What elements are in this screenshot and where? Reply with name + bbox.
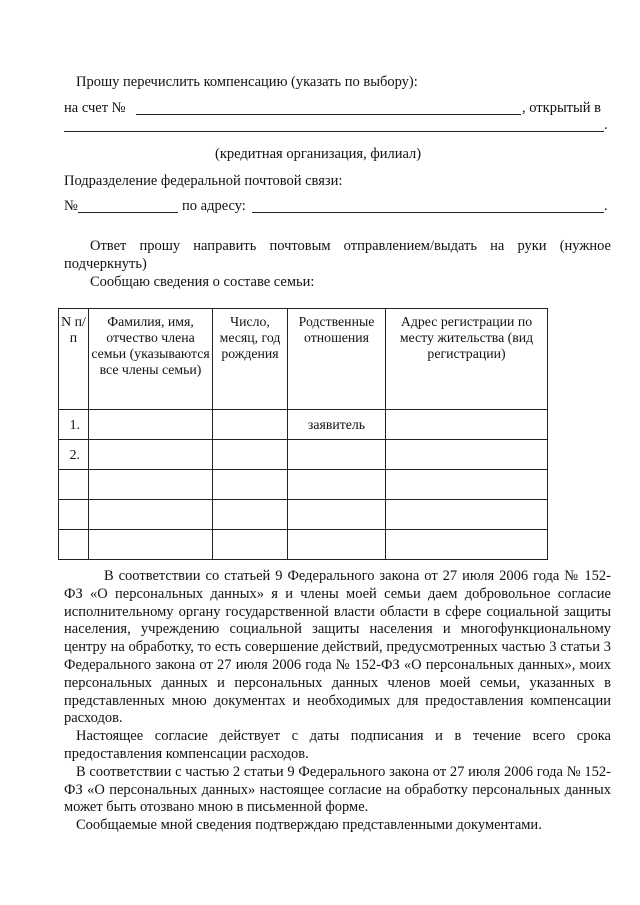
name-cell[interactable] <box>89 410 213 440</box>
name-cell[interactable] <box>89 440 213 470</box>
birthdate-cell[interactable] <box>213 470 288 500</box>
row-number <box>59 530 89 560</box>
bank-caption: (кредитная организация, филиал) <box>215 146 422 162</box>
bank-line-dot: . <box>604 117 608 133</box>
col-address-header: Адрес регистрации по месту жительства (вид регистрации) <box>386 309 548 410</box>
post-line-dot: . <box>604 198 608 214</box>
answer-block <box>64 238 611 274</box>
name-cell[interactable] <box>89 470 213 500</box>
payment-intro: Прошу перечислить компенсацию (указать по выбору): <box>76 74 418 90</box>
address-cell[interactable] <box>386 530 548 560</box>
name-cell[interactable] <box>89 530 213 560</box>
table-row <box>59 530 548 560</box>
family-table <box>58 308 548 560</box>
bank-name-field[interactable] <box>64 131 604 132</box>
birthdate-cell[interactable] <box>213 500 288 530</box>
address-cell[interactable] <box>386 470 548 500</box>
relation-cell[interactable] <box>288 440 386 470</box>
col-relation-header: Родственные отношения <box>288 309 386 410</box>
post-address-label: по адресу: <box>182 198 246 214</box>
relation-cell[interactable] <box>288 500 386 530</box>
table-row <box>59 470 548 500</box>
birthdate-cell[interactable] <box>213 410 288 440</box>
post-number-field[interactable] <box>78 212 178 213</box>
answer-line-2: подчеркнуть) <box>64 255 147 272</box>
address-cell[interactable] <box>386 410 548 440</box>
post-number-label: № <box>64 198 78 214</box>
answer-line-1: Ответ прошу направить почтовым отправлением/выдать на руки (нужное <box>90 238 611 254</box>
relation-cell[interactable] <box>288 470 386 500</box>
address-cell[interactable] <box>386 440 548 470</box>
col-number-header: N п/п <box>59 309 89 410</box>
account-label: на счет № <box>64 100 126 116</box>
account-number-field[interactable] <box>136 114 521 115</box>
col-name-header: Фамилия, имя, отчество члена семьи (указываются все члены семьи) <box>89 309 213 410</box>
name-cell[interactable] <box>89 500 213 530</box>
family-table-header <box>59 309 548 410</box>
address-cell[interactable] <box>386 500 548 530</box>
birthdate-cell[interactable] <box>213 440 288 470</box>
row-number: 2. <box>59 440 89 470</box>
family-intro: Сообщаю сведения о составе семьи: <box>90 274 315 290</box>
consent-paragraph-3: В соответствии с частью 2 статьи 9 Федерального закона от 27 июля 2006 года № 152-ФЗ «О персональных данных» настоящее согласие на обработку персональных данных может быть отозвано мною в письменной форме. <box>64 763 611 816</box>
consent-paragraph-4: Сообщаемые мной сведения подтверждаю представленными документами. <box>76 817 542 834</box>
post-address-field[interactable] <box>252 212 604 213</box>
account-suffix: , открытый в <box>522 100 601 116</box>
table-row <box>59 410 548 440</box>
row-number <box>59 470 89 500</box>
row-number: 1. <box>59 410 89 440</box>
consent-paragraph-1: В соответствии со статьей 9 Федерального закона от 27 июля 2006 года № 152-ФЗ «О персональных данных» я и члены моей семьи даем добровольное согласие исполнительному органу государственной власти области в сфере социальной защиты населения, учреждению социальной защиты населения и многофункциональному центру на обработку, то есть совершение действий, предусмотренных частью 3 статьи 3 Федерального закона от 27 июля 2006 года № 152-ФЗ «О персональных данных», моих персональных данных и персональных данных членов моей семьи, указанных в представленных мною документах и необходимых для предоставления компенсации расходов. <box>64 568 611 727</box>
relation-cell[interactable] <box>288 530 386 560</box>
col-birthdate-header: Число, месяц, год рождения <box>213 309 288 410</box>
consent-paragraph-2: Настоящее согласие действует с даты подписания и в течение всего срока предоставления компенсации расходов. <box>64 728 611 762</box>
table-row <box>59 440 548 470</box>
table-row <box>59 500 548 530</box>
relation-cell[interactable]: заявитель <box>288 410 386 440</box>
row-number <box>59 500 89 530</box>
post-division-label: Подразделение федеральной почтовой связи: <box>64 173 343 189</box>
consent-block <box>64 568 611 835</box>
birthdate-cell[interactable] <box>213 530 288 560</box>
